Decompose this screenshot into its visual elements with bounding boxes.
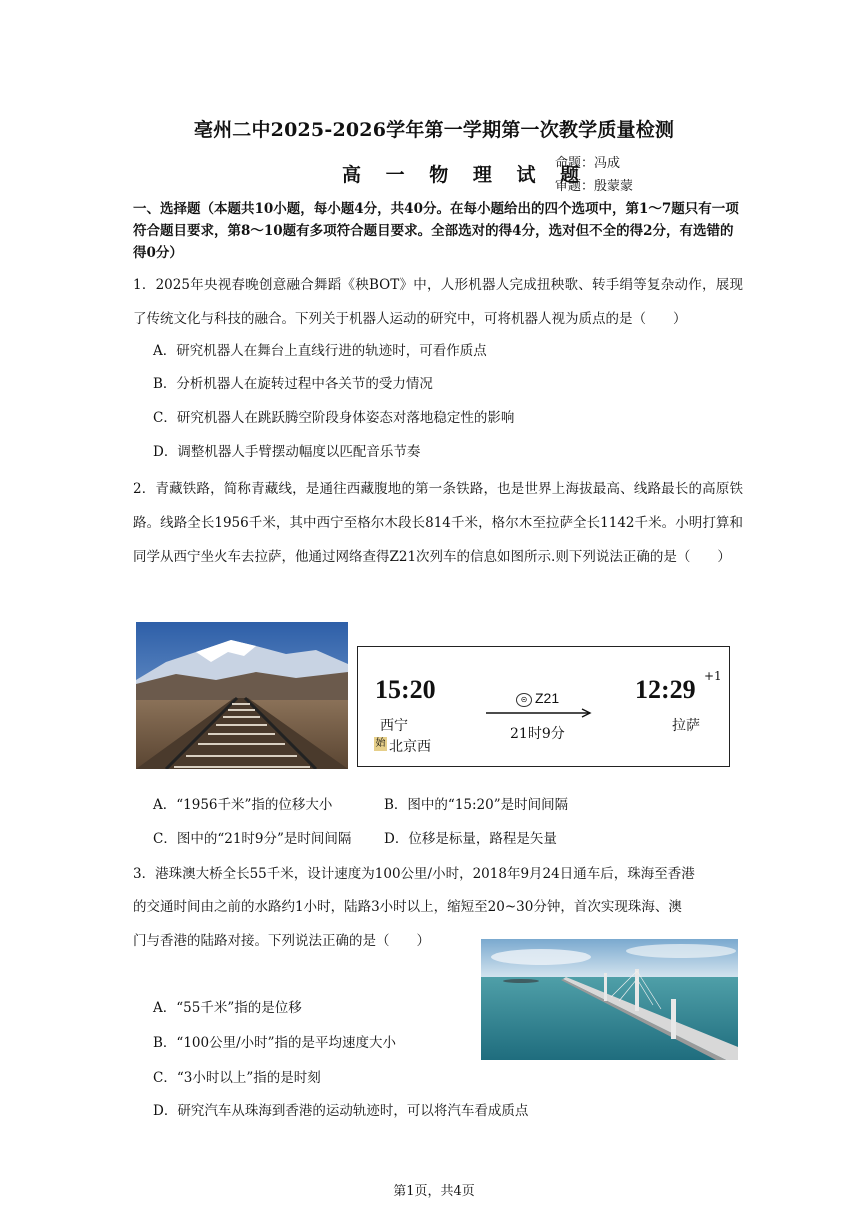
arrive-next-day: +1 [704,669,722,683]
q3-option-d: D．研究汽车从珠海到香港的运动轨迹时，可以将汽车看成质点 [153,1103,529,1119]
q3-option-b: B．“100公里/小时”指的是平均速度大小 [153,1035,397,1051]
q1-option-d: D．调整机器人手臂摆动幅度以匹配音乐节奏 [153,444,421,460]
arrow-right-icon [486,707,594,719]
bridge-photo [481,939,738,1060]
arrive-time: 12:29 [635,675,696,704]
q1-option-a: A．研究机器人在舞台上直线行进的轨迹时，可看作质点 [153,343,487,359]
q1-option-b: B．分析机器人在旋转过程中各关节的受力情况 [153,376,433,392]
exam-title: 亳州二中2025-2026学年第一学期第一次教学质量检测 [193,119,675,141]
q2-option-c: C．图中的“21时9分”是时间间隔 [153,831,352,847]
depart-station: 西宁 [380,718,408,734]
railway-photo [136,622,348,769]
q3-stem-line3: 门与香港的陆路对接。下列说法正确的是（ ） [133,933,430,949]
exam-subtitle: 高 一 物 理 试 题 [342,164,589,186]
bridge-illustration [481,939,738,1060]
q1-stem: 1．2025年央视春晚创意融合舞蹈《秧BOT》中，人形机器人完成扭秧歌、转手绢等复杂动作，展现了传统文化与科技的融合。下列关于机器人运动的研究中，可将机器人视为质点的是（ ） [133,277,743,327]
q2-option-a: A．“1956千米”指的位移大小 [153,797,333,813]
railway-illustration [136,622,348,769]
author-line: 命题：冯成 [555,156,621,171]
q3-stem-line1: 3．港珠澳大桥全长55千米，设计速度为100公里/小时，2018年9月24日通车后，珠海至香港 [133,866,695,882]
train-icon: ⊝ [516,693,532,707]
q3-stem-line2: 的交通时间由之前的水路约1小时，陆路3小时以上，缩短至20~30分钟，首次实现珠海、澳 [133,899,682,915]
q3-option-c: C．“3小时以上”指的是时刻 [153,1070,321,1086]
section-heading: 一、选择题（本题共10小题，每小题4分，共40分。在每小题给出的四个选项中，第1～7题只有一项符合题目要求，第8～10题有多项符合题目要求。全部选对的得4分，选对但不全的得2分，有选错的得0分） [133,201,739,261]
origin-tag: 始 [375,738,386,749]
train-info-card [357,646,730,767]
q2-option-b: B．图中的“15:20”是时间间隔 [384,797,569,813]
depart-time: 15:20 [375,675,436,704]
q2-stem: 2．青藏铁路，简称青藏线，是通往西藏腹地的第一条铁路，也是世界上海拔最高、线路最长的高原铁路。线路全长1956千米，其中西宁至格尔木段长814千米，格尔木至拉萨全长1142千米。小明打算和同学从西宁坐火车去拉萨，他通过网络查得Z21次列车的信息如图所示.则下列说法正确的是（ ） [133,481,743,565]
q2-option-d: D．位移是标量，路程是矢量 [384,831,557,847]
travel-duration: 21时9分 [510,726,565,742]
page-number: 第1页，共4页 [393,1184,475,1199]
arrive-station: 拉萨 [672,718,700,734]
q3-option-a: A．“55千米”指的是位移 [153,1000,302,1016]
train-number: Z21 [535,690,560,706]
reviewer-line: 审题：殷蒙蒙 [555,179,634,194]
origin-station: 北京西 [389,739,431,755]
q1-option-c: C．研究机器人在跳跃腾空阶段身体姿态对落地稳定性的影响 [153,410,515,426]
